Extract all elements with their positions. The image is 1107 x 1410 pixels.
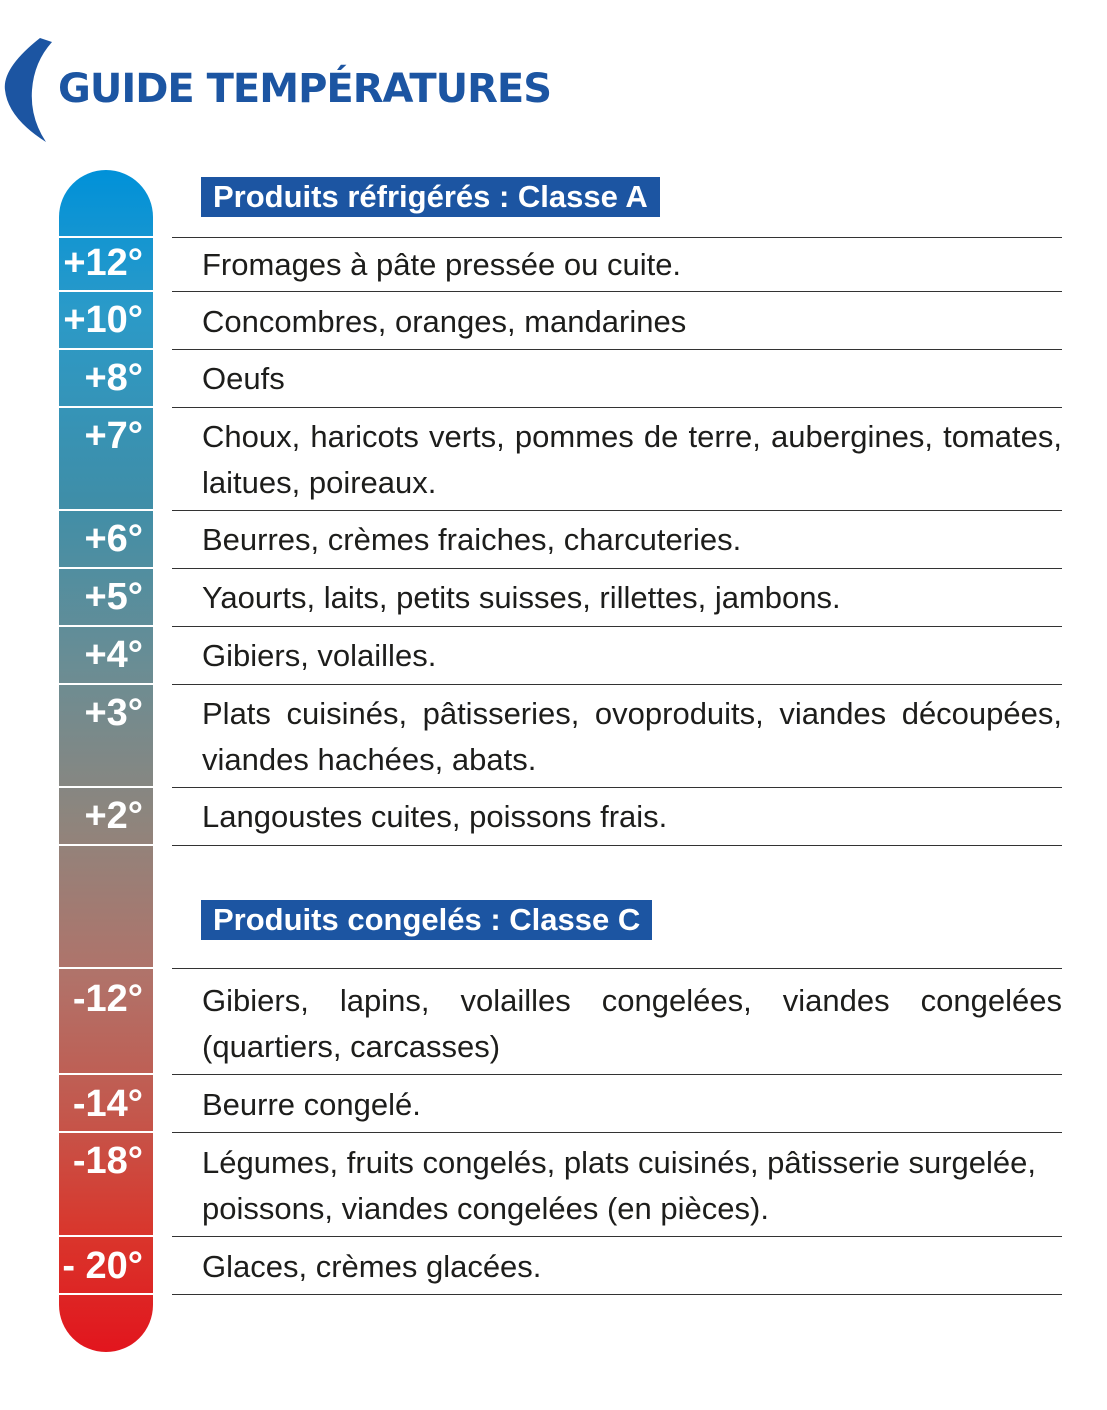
row-divider bbox=[172, 684, 1062, 685]
row-divider bbox=[172, 845, 1062, 846]
thermometer-divider bbox=[59, 348, 153, 350]
product-description: Beurres, crèmes fraiches, charcuteries. bbox=[202, 522, 742, 557]
thermometer-divider bbox=[59, 683, 153, 685]
thermometer-divider bbox=[59, 786, 153, 788]
row-divider bbox=[172, 510, 1062, 511]
product-description: Gibiers, lapins, volailles congelées, viandes congelées (quartiers, carcasses) bbox=[202, 983, 1062, 1064]
row-divider bbox=[172, 237, 1062, 238]
thermometer-divider bbox=[59, 967, 153, 969]
row-divider bbox=[172, 787, 1062, 788]
section-title-refrigerated: Produits réfrigérés : Classe A bbox=[201, 177, 660, 217]
product-description: Fromages à pâte pressée ou cuite. bbox=[202, 247, 682, 282]
row-divider bbox=[172, 1294, 1062, 1295]
product-description: Beurre congelé. bbox=[202, 1087, 421, 1122]
thermometer-divider bbox=[59, 290, 153, 292]
row-divider bbox=[172, 626, 1062, 627]
section-title-frozen: Produits congelés : Classe C bbox=[201, 900, 652, 940]
row-divider bbox=[172, 1236, 1062, 1237]
temperature-label: - 20° bbox=[62, 1245, 143, 1287]
product-description: Glaces, crèmes glacées. bbox=[202, 1249, 542, 1284]
row-divider bbox=[172, 968, 1062, 969]
thermometer-divider bbox=[59, 567, 153, 569]
thermometer-divider bbox=[59, 1293, 153, 1295]
thermometer-divider bbox=[59, 1235, 153, 1237]
temperature-label: +7° bbox=[84, 415, 143, 457]
temperature-label: +5° bbox=[84, 576, 143, 618]
row-divider bbox=[172, 568, 1062, 569]
temperature-label: +12° bbox=[63, 242, 143, 284]
row-divider bbox=[172, 1074, 1062, 1075]
temperature-label: +3° bbox=[84, 692, 143, 734]
thermometer-divider bbox=[59, 1073, 153, 1075]
thermometer-divider bbox=[59, 625, 153, 627]
row-divider bbox=[172, 407, 1062, 408]
temperature-label: +2° bbox=[84, 795, 143, 837]
thermometer-divider bbox=[59, 406, 153, 408]
thermometer-divider bbox=[59, 509, 153, 511]
temperature-label: -14° bbox=[72, 1083, 143, 1125]
product-description: Choux, haricots verts, pommes de terre, aubergines, tomates, laitues, poireaux. bbox=[202, 419, 1062, 500]
thermometer-divider bbox=[59, 236, 153, 238]
temperature-label: +4° bbox=[84, 634, 143, 676]
thermometer-divider bbox=[59, 1131, 153, 1133]
temperature-label: +6° bbox=[84, 518, 143, 560]
product-description: Langoustes cuites, poissons frais. bbox=[202, 799, 668, 834]
row-divider bbox=[172, 291, 1062, 292]
product-description: Légumes, fruits congelés, plats cuisinés, pâtisserie surgelée, poissons, viandes congelées (en pièces). bbox=[202, 1145, 1036, 1226]
product-description: Concombres, oranges, mandarines bbox=[202, 304, 687, 339]
product-description: Gibiers, volailles. bbox=[202, 638, 437, 673]
temperature-label: +8° bbox=[84, 357, 143, 399]
temperature-label: -18° bbox=[72, 1140, 143, 1182]
temperature-label: -12° bbox=[72, 978, 143, 1020]
temperature-label: +10° bbox=[63, 299, 143, 341]
page-title: GUIDE TEMPÉRATURES bbox=[58, 66, 552, 112]
row-divider bbox=[172, 349, 1062, 350]
product-description: Oeufs bbox=[202, 361, 285, 396]
header-crescent-icon bbox=[0, 38, 60, 142]
thermometer-divider bbox=[59, 844, 153, 846]
product-description: Yaourts, laits, petits suisses, rillettes, jambons. bbox=[202, 580, 841, 615]
row-divider bbox=[172, 1132, 1062, 1133]
product-description: Plats cuisinés, pâtisseries, ovoproduits, viandes découpées, viandes hachées, abats. bbox=[202, 696, 1062, 777]
